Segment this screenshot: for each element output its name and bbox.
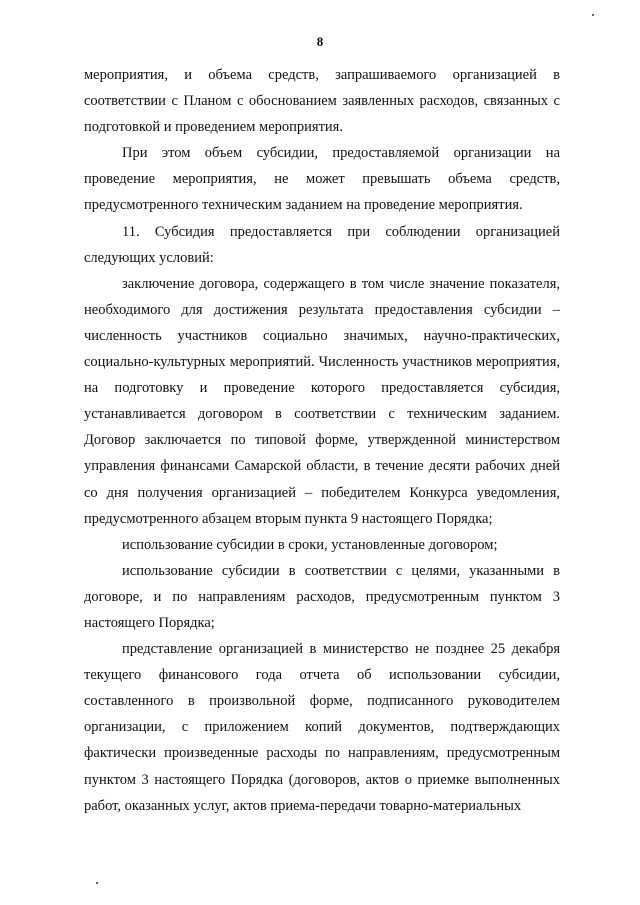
paragraph-7: представление организацией в министерство не позднее 25 декабря текущего финансового года отчета об использовании субсидии, составленного в произвольной форме, подписанного руководителем организации, с приложением копий документов, подтверждающих фактически произведенные расходы по направлениям, предусмотренным пунктом 3 настоящего Порядка (договоров, актов о приемке выполненных работ, оказанных услуг, актов приема-передачи товарно-материальных <box>84 641 560 814</box>
scan-speck <box>96 882 98 884</box>
paragraph-3: 11. Субсидия предоставляется при соблюдении организацией следующих условий: <box>84 223 560 266</box>
paragraph-5: использование субсидии в сроки, установленные договором; <box>122 536 498 553</box>
body-text <box>84 62 560 819</box>
scan-speck <box>592 14 594 16</box>
page-number: 8 <box>316 34 324 49</box>
paragraph-2: При этом объем субсидии, предоставляемой организации на проведение мероприятия, не может превышать объема средств, предусмотренного техническим заданием на проведение мероприятия. <box>84 145 560 214</box>
paragraph-1: мероприятия, и объема средств, запрашиваемого организацией в соответствии с Планом с обоснованием заявленных расходов, связанных с подготовкой и проведением мероприятия. <box>84 67 560 136</box>
paragraph-6: использование субсидии в соответствии с целями, указанными в договоре, и по направлениям расходов, предусмотренным пунктом 3 настоящего Порядка; <box>84 562 560 631</box>
paragraph-4: заключение договора, содержащего в том числе значение показателя, необходимого для достижения результата предоставления субсидии – численность участников социально значимых, научно-практических, социально-культурных мероприятий. Численность участников мероприятия, на подготовку и проведение которого предоставляется субсидия, устанавливается договором в соответствии с техническим заданием. Договор заключается по типовой форме, утвержденной министерством управления финансами Самарской области, в течение десяти рабочих дней со дня получения организацией – победителем Конкурса уведомления, предусмотренного абзацем вторым пункта 9 настоящего Порядка; <box>84 275 560 527</box>
